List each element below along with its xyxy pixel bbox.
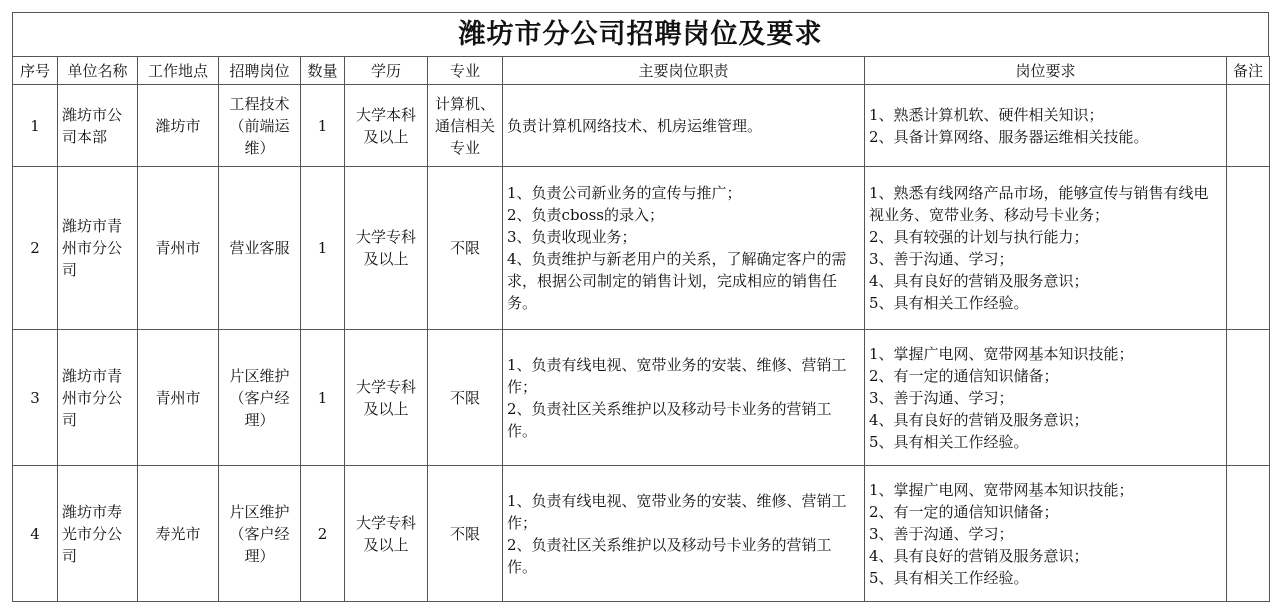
duty-line: 2、负责社区关系维护以及移动号卡业务的营销工作。 <box>507 399 832 440</box>
table-row <box>13 330 1270 466</box>
page-title: 潍坊市分公司招聘岗位及要求 <box>12 12 1269 56</box>
cell-position: 片区维护（客户经理） <box>219 466 301 602</box>
header-position: 招聘岗位 <box>219 57 301 85</box>
cell-unit: 潍坊市青州市分公司 <box>58 167 138 330</box>
cell-position: 工程技术（前端运维） <box>219 85 301 167</box>
cell-location: 青州市 <box>138 330 219 466</box>
header-major: 专业 <box>428 57 503 85</box>
cell-major: 不限 <box>428 167 503 330</box>
cell-position: 营业客服 <box>219 167 301 330</box>
header-unit: 单位名称 <box>58 57 138 85</box>
cell-duties <box>503 85 865 167</box>
cell-requirements <box>865 85 1227 167</box>
requirement-line: 3、善于沟通、学习； <box>869 524 1014 543</box>
cell-education: 大学专科及以上 <box>345 167 428 330</box>
cell-location: 青州市 <box>138 167 219 330</box>
cell-count: 2 <box>301 466 345 602</box>
requirement-line: 2、具有较强的计划与执行能力； <box>869 228 1089 246</box>
table-row <box>13 85 1270 167</box>
cell-count: 1 <box>301 167 345 330</box>
requirement-line: 5、具有相关工作经验。 <box>869 432 1029 451</box>
cell-remark <box>1227 330 1270 466</box>
requirement-line: 3、善于沟通、学习； <box>869 388 1014 407</box>
table-row <box>13 466 1270 602</box>
duty-line: 4、负责维护与新老用户的关系，了解确定客户的需求，根据公司制定的销售计划，完成相应的销售任务。 <box>507 250 847 312</box>
cell-remark <box>1227 466 1270 602</box>
table-row <box>13 167 1270 330</box>
cell-no: 4 <box>13 466 58 602</box>
header-count: 数量 <box>301 57 345 85</box>
requirement-line: 5、具有相关工作经验。 <box>869 568 1029 587</box>
requirement-line: 2、具备计算网络、服务器运维相关技能。 <box>869 127 1149 146</box>
requirement-line: 4、具有良好的营销及服务意识； <box>869 410 1089 429</box>
requirement-line: 2、有一定的通信知识储备； <box>869 502 1059 521</box>
cell-count: 1 <box>301 330 345 466</box>
requirement-line: 1、熟悉计算机软、硬件相关知识； <box>869 105 1104 124</box>
requirement-line: 4、具有良好的营销及服务意识； <box>869 546 1089 565</box>
header-location: 工作地点 <box>138 57 219 85</box>
cell-requirements <box>865 330 1227 466</box>
cell-no: 2 <box>13 167 58 330</box>
cell-education: 大学专科及以上 <box>345 330 428 466</box>
requirement-line: 1、掌握广电网、宽带网基本知识技能； <box>869 480 1134 499</box>
header-row <box>13 57 1270 85</box>
cell-requirements <box>865 466 1227 602</box>
cell-location: 潍坊市 <box>138 85 219 167</box>
duty-line: 1、负责公司新业务的宣传与推广； <box>507 184 742 202</box>
header-requirements: 岗位要求 <box>865 57 1227 85</box>
cell-major: 计算机、通信相关专业 <box>428 85 503 167</box>
cell-remark <box>1227 167 1270 330</box>
cell-no: 1 <box>13 85 58 167</box>
requirement-line: 2、有一定的通信知识储备； <box>869 366 1059 385</box>
cell-major: 不限 <box>428 466 503 602</box>
cell-unit: 潍坊市寿光市分公司 <box>58 466 138 602</box>
duty-line: 负责计算机网络技术、机房运维管理。 <box>507 116 763 135</box>
header-duties: 主要岗位职责 <box>503 57 865 85</box>
cell-duties <box>503 330 865 466</box>
requirement-line: 1、熟悉有线网络产品市场，能够宣传与销售有线电视业务、宽带业务、移动号卡业务； <box>869 184 1209 224</box>
requirement-line: 3、善于沟通、学习； <box>869 250 1014 268</box>
cell-education: 大学专科及以上 <box>345 466 428 602</box>
cell-unit: 潍坊市青州市分公司 <box>58 330 138 466</box>
duty-line: 2、负责社区关系维护以及移动号卡业务的营销工作。 <box>507 535 832 576</box>
requirement-line: 5、具有相关工作经验。 <box>869 294 1029 312</box>
requirement-line: 4、具有良好的营销及服务意识； <box>869 272 1089 290</box>
cell-duties <box>503 466 865 602</box>
cell-remark <box>1227 85 1270 167</box>
header-remark: 备注 <box>1227 57 1270 85</box>
requirement-line: 1、掌握广电网、宽带网基本知识技能； <box>869 344 1134 363</box>
cell-position: 片区维护（客户经理） <box>219 330 301 466</box>
cell-location: 寿光市 <box>138 466 219 602</box>
duty-line: 2、负责cboss的录入； <box>507 206 664 224</box>
duty-line: 3、负责收现业务； <box>507 228 637 246</box>
duty-line: 1、负责有线电视、宽带业务的安装、维修、营销工作； <box>507 355 847 396</box>
cell-duties <box>503 167 865 330</box>
recruitment-table <box>12 56 1270 602</box>
cell-education: 大学本科及以上 <box>345 85 428 167</box>
cell-requirements <box>865 167 1227 330</box>
cell-count: 1 <box>301 85 345 167</box>
duty-line: 1、负责有线电视、宽带业务的安装、维修、营销工作； <box>507 491 847 532</box>
header-no: 序号 <box>13 57 58 85</box>
cell-no: 3 <box>13 330 58 466</box>
cell-major: 不限 <box>428 330 503 466</box>
cell-unit: 潍坊市公司本部 <box>58 85 138 167</box>
header-education: 学历 <box>345 57 428 85</box>
